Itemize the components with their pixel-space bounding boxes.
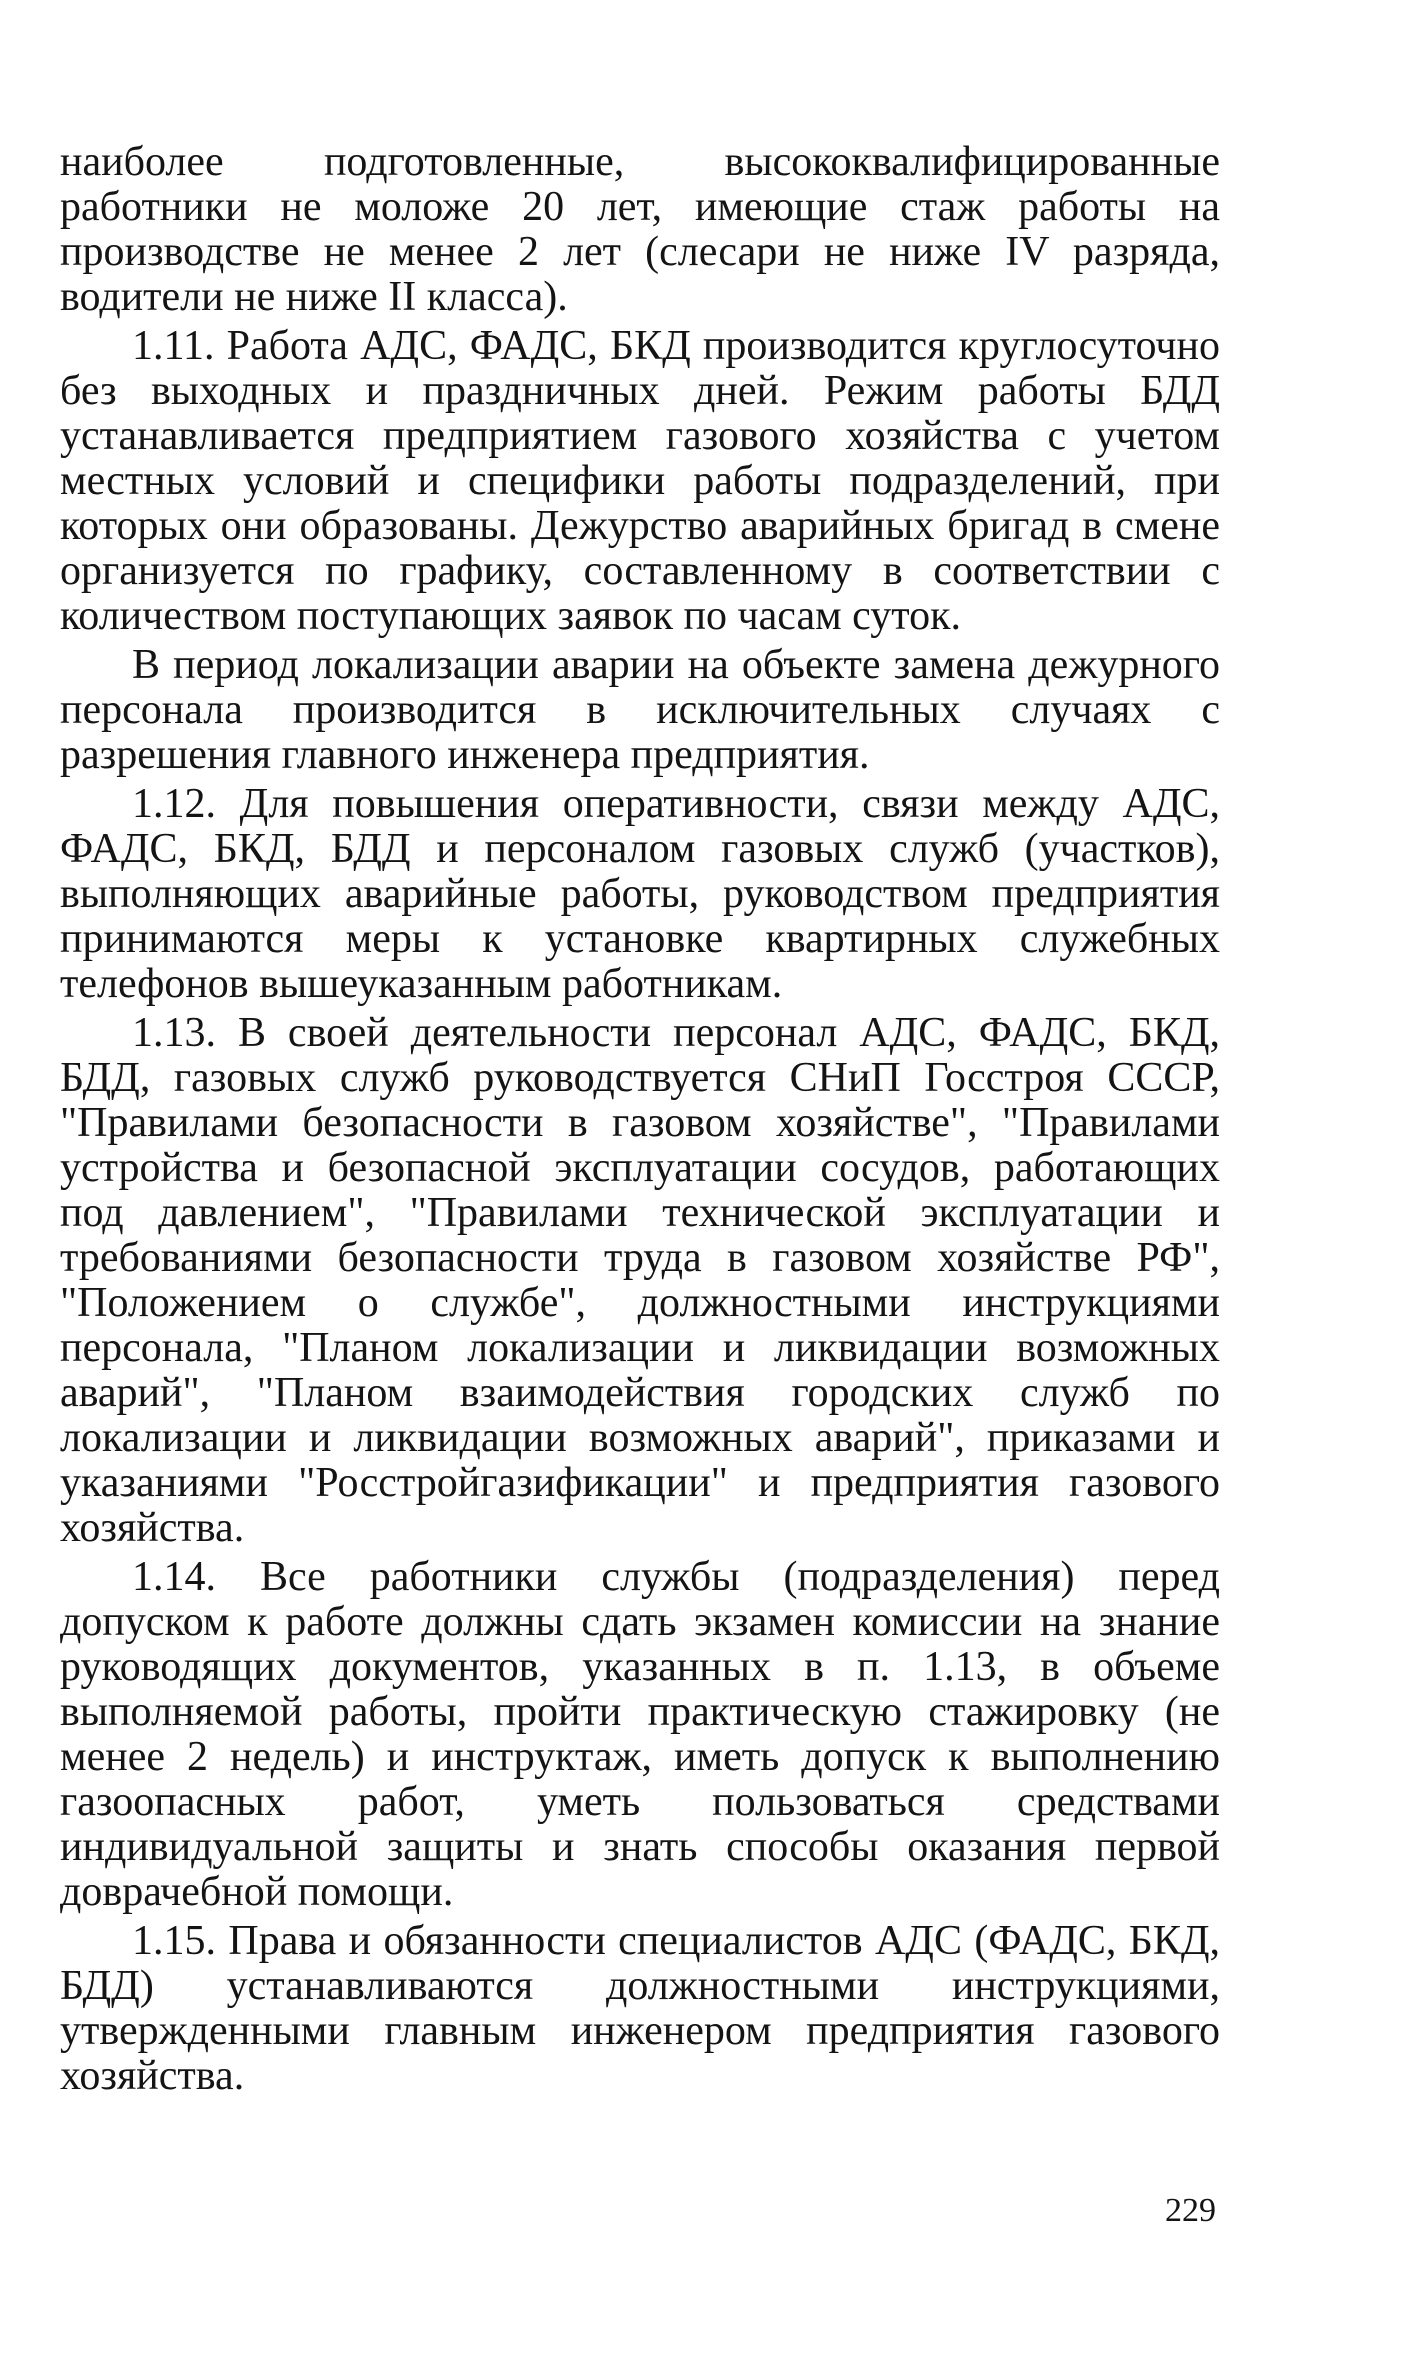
paragraph-1-11-localization: В период локализации аварии на объекте замена дежурного персонала производится в исключительных случаях с разрешения главного инженера предприятия.	[60, 642, 1220, 778]
paragraph-continuation: наиболее подготовленные, высококвалифицированные работники не моложе 20 лет, имеющие стаж работы на производстве не менее 2 лет (слесари не ниже IV разряда, водители не ниже II класса).	[60, 139, 1220, 320]
paragraph-1-12: 1.12. Для повышения оперативности, связи между АДС, ФАДС, БКД, БДД и персоналом газовых служб (участков), выполняющих аварийные работы, руководством предприятия принимаются меры к установке квартирных служебных телефонов вышеуказанным работникам.	[60, 781, 1220, 1007]
paragraph-1-11: 1.11. Работа АДС, ФАДС, БКД производится круглосуточно без выходных и праздничных дней. Режим работы БДД устанавливается предприятием газового хозяйства с учетом местных условий и специфики работы подразделений, при которых они образованы. Дежурство аварийных бригад в смене организуется по графику, составленному в соответствии с количеством поступающих заявок по часам суток.	[60, 323, 1220, 639]
page-body	[60, 140, 1220, 2103]
paragraph-1-14: 1.14. Все работники службы (подразделения) перед допуском к работе должны сдать экзамен комиссии на знание руководящих документов, указанных в п. 1.13, в объеме выполняемой работы, пройти практическую стажировку (не менее 2 недель) и инструктаж, иметь допуск к выполнению газоопасных работ, уметь пользоваться средствами индивидуальной защиты и знать способы оказания первой доврачебной помощи.	[60, 1554, 1220, 1915]
page-number: 229	[1165, 2192, 1216, 2229]
paragraph-1-13: 1.13. В своей деятельности персонал АДС, ФАДС, БКД, БДД, газовых служб руководствуется СНиП Госстроя СССР, "Правилами безопасности в газовом хозяйстве", "Правилами устройства и безопасной эксплуатации сосудов, работающих под давлением", "Правилами технической эксплуатации и требованиями безопасности труда в газовом хозяйстве РФ", "Положением о службе", должностными инструкциями персонала, "Планом локализации и ликвидации возможных аварий", "Планом взаимодействия городских служб по локализации и ликвидации возможных аварий", приказами и указаниями "Росстройгазификации" и предприятия газового хозяйства.	[60, 1010, 1220, 1551]
paragraph-1-15: 1.15. Права и обязанности специалистов АДС (ФАДС, БКД, БДД) устанавливаются должностными инструкциями, утвержденными главным инженером предприятия газового хозяйства.	[60, 1918, 1220, 2099]
